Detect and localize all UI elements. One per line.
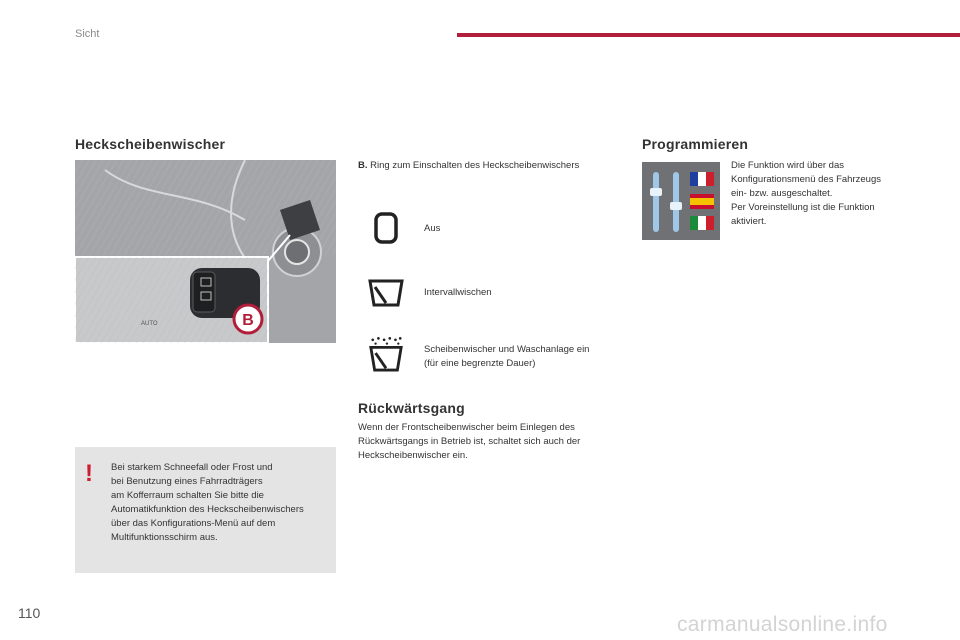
mode-off-label: Aus (424, 223, 441, 234)
wiper-off-icon (366, 210, 406, 246)
reverse-gear-title: Rückwärtsgang (358, 400, 465, 416)
rear-wiper-title: Heckscheibenwischer (75, 136, 226, 152)
wiper-intermittent-icon (366, 275, 406, 311)
stalk-illustration (75, 160, 336, 343)
ring-label: B. (358, 160, 368, 171)
ring-description (358, 159, 579, 173)
notice-line: Bei starkem Schneefall oder Frost und (111, 462, 273, 473)
settings-sliders-icon (642, 162, 720, 240)
reverse-line: Heckscheibenwischer ein. (358, 450, 468, 461)
ring-text: Ring zum Einschalten des Heckscheibenwischers (370, 160, 580, 171)
notice-line: über das Konfigurations-Menü auf dem (111, 518, 276, 529)
configuration-menu-image (642, 162, 720, 240)
mode-washer-line: (für eine begrenzte Dauer) (424, 358, 536, 369)
programming-line: Per Voreinstellung ist die Funktion (731, 202, 875, 213)
programming-line: Konfigurationsmenü des Fahrzeugs (731, 174, 881, 185)
programming-line: aktiviert. (731, 216, 767, 227)
notice-text (111, 461, 333, 545)
mode-washer-label (424, 343, 589, 371)
programming-title: Programmieren (642, 136, 749, 152)
programming-text (731, 159, 911, 229)
notice-line: am Kofferraum schalten Sie bitte die (111, 490, 264, 501)
mode-intermittent-label: Intervallwischen (424, 287, 492, 298)
header-accent-bar (457, 33, 960, 37)
auto-label: AUTO (141, 321, 158, 327)
rear-wiper-stalk-photo (75, 160, 336, 343)
reverse-line: Rückwärtsgangs in Betrieb ist, schaltet sich auch der (358, 436, 581, 447)
programming-line: Die Funktion wird über das (731, 160, 844, 171)
notice-line: bei Benutzung eines Fahrradträgers (111, 476, 263, 487)
mode-washer-line: Scheibenwischer und Waschanlage ein (424, 344, 590, 355)
programming-line: ein- bzw. ausgeschaltet. (731, 188, 833, 199)
ring-b-badge: B (242, 312, 254, 329)
reverse-line: Wenn der Frontscheibenwischer beim Einlegen des (358, 422, 575, 433)
notice-line: Automatikfunktion des Heckscheibenwischers (111, 504, 304, 515)
notice-line: Multifunktionsschirm aus. (111, 532, 218, 543)
reverse-gear-text (358, 421, 623, 463)
warning-exclamation-icon: ! (85, 460, 93, 487)
page-number: 110 (18, 605, 41, 621)
wiper-washer-icon (366, 336, 406, 372)
watermark: carmanualsonline.info (677, 613, 888, 636)
section-label: Sicht (75, 28, 100, 40)
